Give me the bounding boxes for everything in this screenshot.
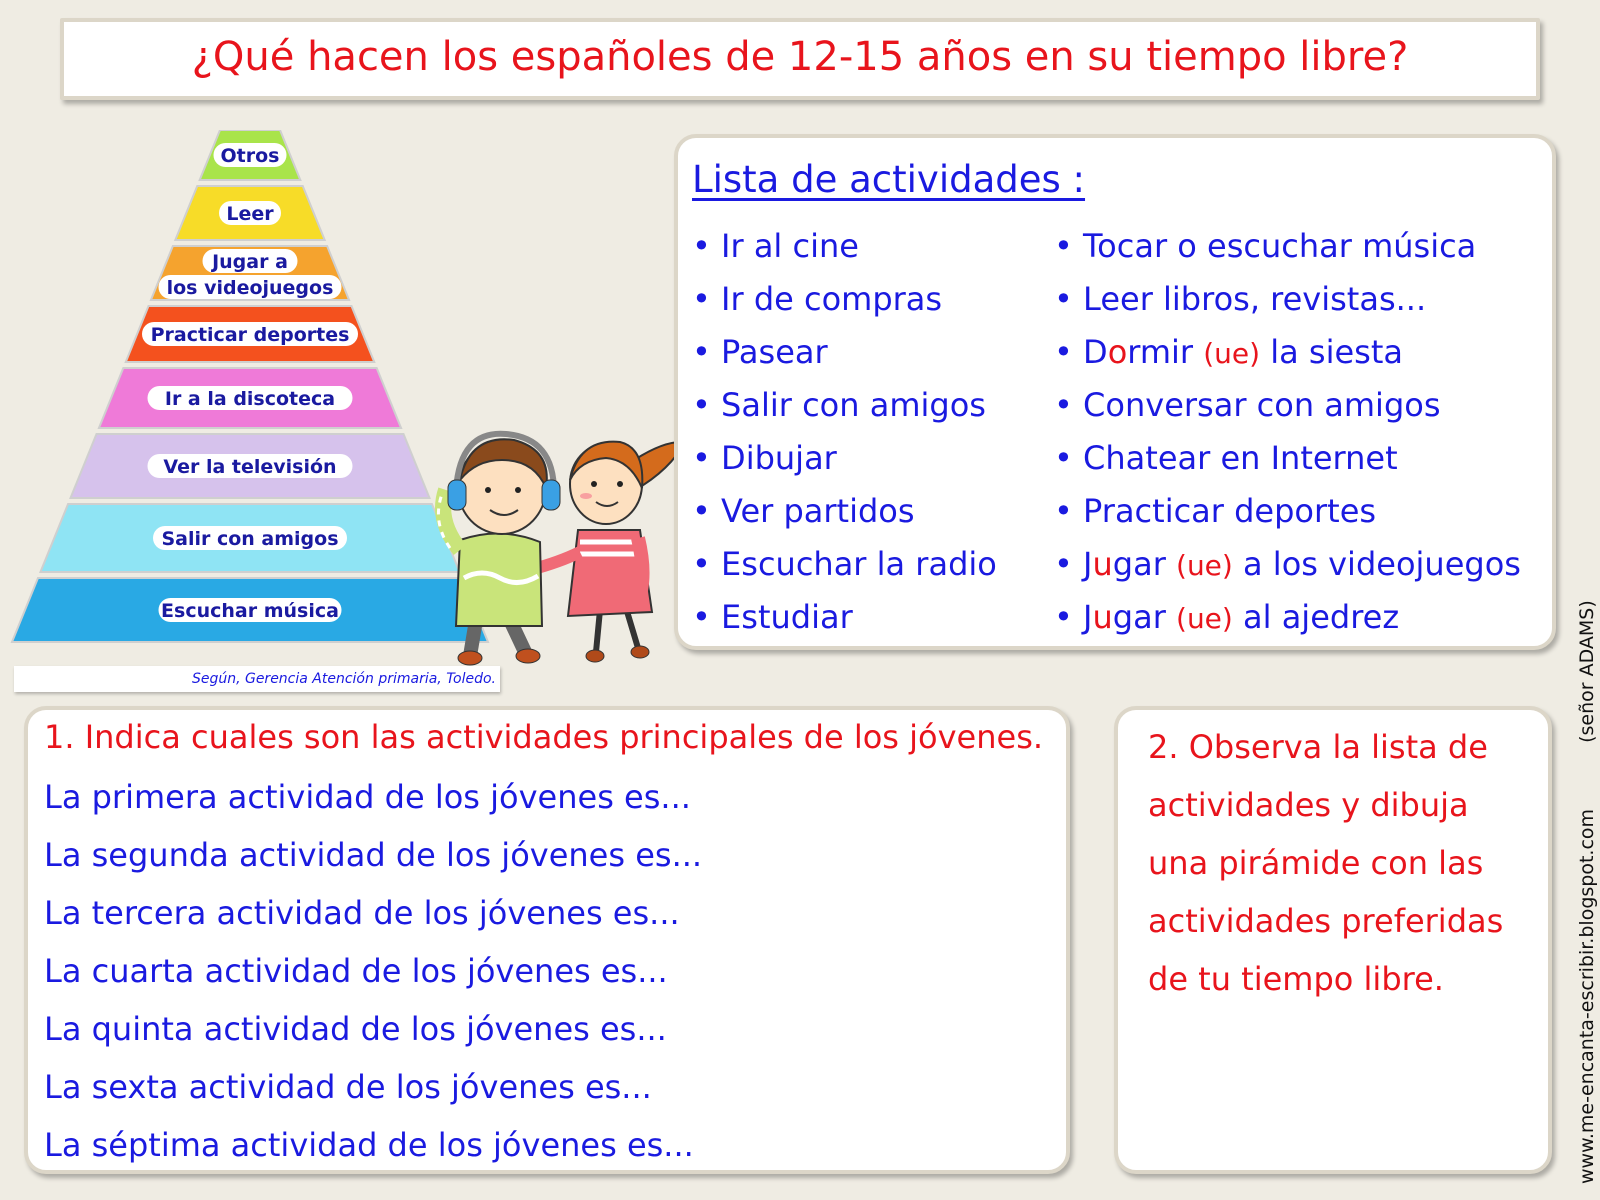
activity-pre: • Ver partidos — [692, 492, 915, 530]
pyramid-label: los videojuegos — [166, 277, 334, 299]
activity-item — [692, 273, 997, 326]
activity-list-box — [674, 134, 1556, 650]
exercise1-title: 1. Indica cuales son las actividades principales de los jóvenes. — [44, 718, 1044, 756]
activity-pyramid — [10, 130, 490, 660]
activity-pre: • Ir al cine — [692, 227, 859, 265]
activity-pre: • Conversar con amigos — [1054, 386, 1441, 424]
exercise2-line: una pirámide con las — [1148, 844, 1484, 882]
exercise2-line: actividades y dibuja — [1148, 786, 1469, 824]
pyramid-label: Ir a la discoteca — [164, 388, 336, 410]
activity-item — [1054, 326, 1521, 379]
exercise1-line: La segunda actividad de los jóvenes es... — [44, 836, 703, 874]
activity-item — [1054, 379, 1521, 432]
exercise1-lines — [44, 768, 702, 1174]
activity-list-left — [692, 220, 997, 644]
activity-pre: • Tocar o escuchar música — [1054, 227, 1477, 265]
activity-pre: • J — [1054, 545, 1093, 583]
activity-item — [692, 220, 997, 273]
pyramid-label: Leer — [226, 203, 274, 225]
activity-ue: (ue) — [1176, 549, 1233, 582]
credit — [1576, 600, 1598, 1184]
pyramid-label: Escuchar música — [161, 600, 339, 622]
activity-item — [692, 432, 997, 485]
activity-pre: • Dibujar — [692, 439, 837, 477]
activity-pre: • Estudiar — [692, 598, 853, 636]
activity-post: la siesta — [1260, 333, 1403, 371]
pyramid-label: Otros — [220, 145, 280, 167]
activity-pre: • Ir de compras — [692, 280, 943, 318]
activity-mid: gar — [1112, 598, 1177, 636]
exercise2-text — [1148, 718, 1503, 1008]
exercise2-box — [1114, 706, 1552, 1174]
pyramid-label: Ver la televisión — [163, 456, 337, 478]
title-box — [60, 18, 1540, 100]
activity-item — [1054, 220, 1521, 273]
activity-list-right — [1054, 220, 1521, 644]
exercise1-line: La tercera actividad de los jóvenes es... — [44, 894, 680, 932]
activity-pre: • Pasear — [692, 333, 828, 371]
pyramid-label: Salir con amigos — [161, 528, 339, 550]
activity-pre: • J — [1054, 598, 1093, 636]
activity-item — [692, 485, 997, 538]
activity-item — [1054, 432, 1521, 485]
activity-ue: (ue) — [1176, 602, 1233, 635]
activity-item — [692, 538, 997, 591]
activity-hl: o — [1107, 333, 1128, 371]
activity-item — [1054, 538, 1521, 591]
pyramid-source: Según, Gerencia Atención primaria, Toledo. — [14, 666, 500, 692]
activity-item — [1054, 591, 1521, 644]
exercise1-line: La séptima actividad de los jóvenes es... — [44, 1126, 694, 1164]
kids-illustration — [430, 430, 690, 666]
exercise2-line: actividades preferidas — [1148, 902, 1504, 940]
exercise1-line: La cuarta actividad de los jóvenes es... — [44, 952, 668, 990]
exercise1-line: La quinta actividad de los jóvenes es... — [44, 1010, 667, 1048]
activity-pre: • D — [1054, 333, 1108, 371]
activity-ue: (ue) — [1203, 337, 1261, 370]
exercise2-line: de tu tiempo libre. — [1148, 960, 1444, 998]
pyramid-label: Practicar deportes — [150, 324, 350, 346]
credit-author: (señor ADAMS) — [1576, 600, 1598, 743]
exercise1-line: La primera actividad de los jóvenes es... — [44, 778, 691, 816]
exercise2-line: 2. Observa la lista de — [1148, 728, 1488, 766]
exercise1-box — [24, 706, 1070, 1174]
activity-item — [692, 591, 997, 644]
activity-item — [692, 326, 997, 379]
activity-hl: u — [1092, 598, 1113, 636]
activity-pre: • Practicar deportes — [1054, 492, 1377, 530]
activity-item — [1054, 273, 1521, 326]
activity-item — [1054, 485, 1521, 538]
activity-mid: rmir — [1127, 333, 1204, 371]
credit-url: www.me-encanta-escribir.blogspot.com — [1576, 808, 1598, 1184]
activity-list-title: Lista de actividades : — [692, 158, 1086, 201]
activity-mid: gar — [1112, 545, 1177, 583]
exercise1-line: La sexta actividad de los jóvenes es... — [44, 1068, 652, 1106]
activity-hl: u — [1092, 545, 1113, 583]
activity-pre: • Chatear en Internet — [1054, 439, 1398, 477]
page-title: ¿Qué hacen los españoles de 12-15 años en su tiempo libre? — [191, 34, 1409, 80]
pyramid-label: Jugar a — [212, 251, 288, 273]
activity-pre: • Escuchar la radio — [692, 545, 997, 583]
activity-post: al ajedrez — [1232, 598, 1400, 636]
activity-post: a los videojuegos — [1232, 545, 1521, 583]
activity-item — [692, 379, 997, 432]
activity-pre: • Salir con amigos — [692, 386, 986, 424]
activity-pre: • Leer libros, revistas... — [1054, 280, 1427, 318]
